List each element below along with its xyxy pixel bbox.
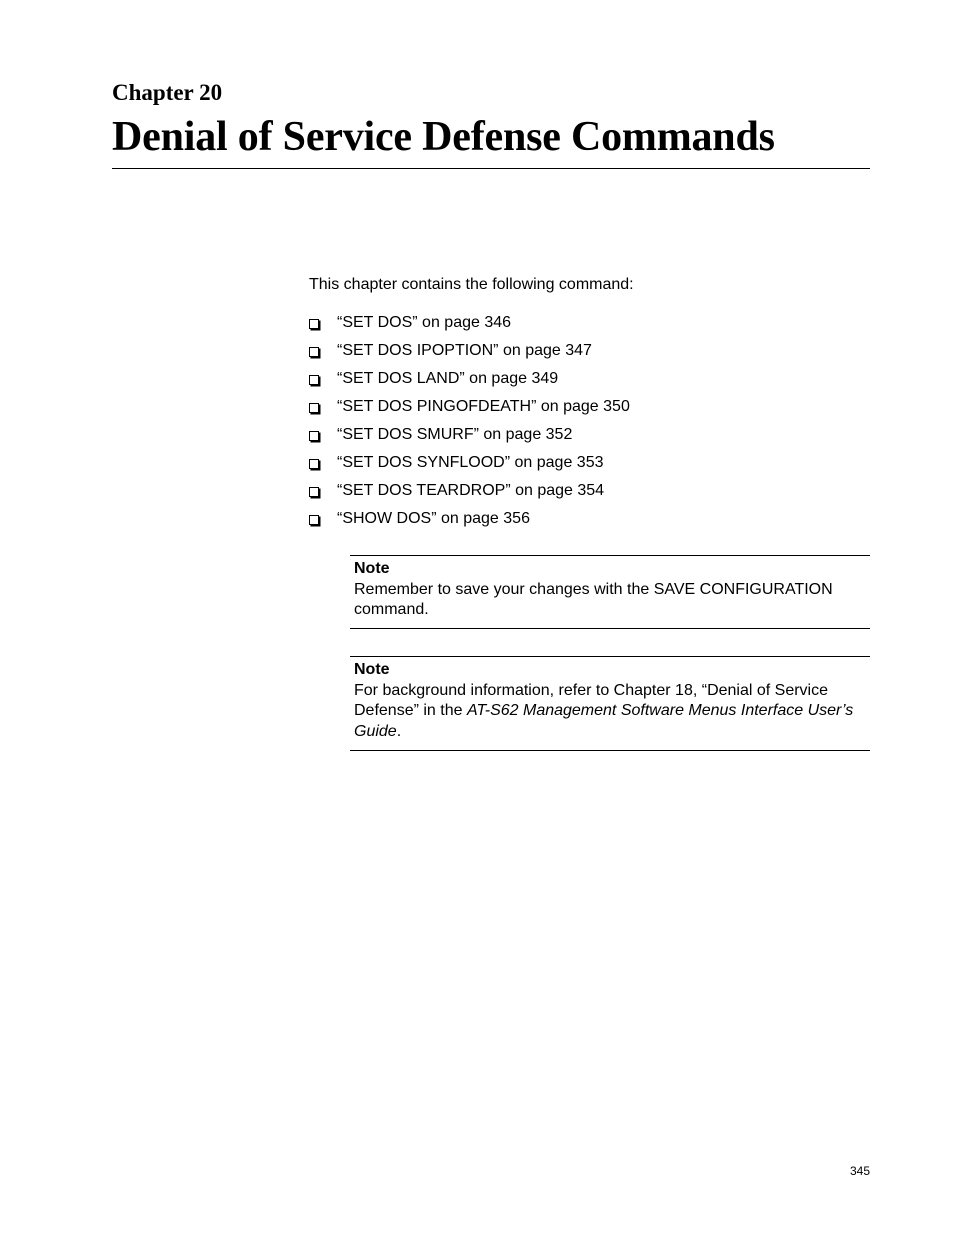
checkbox-bullet-icon <box>309 375 319 385</box>
intro-paragraph: This chapter contains the following command: <box>309 276 634 293</box>
title-divider <box>112 168 870 169</box>
note-save-configuration <box>350 555 870 629</box>
note-text: For background information, refer to Chapter 18, “Denial of Service Defense” in the <box>354 681 829 719</box>
note-text-end: . <box>396 722 402 740</box>
checkbox-bullet-icon <box>309 319 319 329</box>
note-background-information <box>350 656 870 751</box>
command-link[interactable]: “SET DOS LAND” on page 349 <box>337 370 559 387</box>
page-number: 345 <box>850 1164 871 1178</box>
checkbox-bullet-icon <box>309 487 319 497</box>
command-link[interactable]: “SET DOS PINGOFDEATH” on page 350 <box>337 398 630 415</box>
command-link[interactable]: “SHOW DOS” on page 356 <box>337 510 530 527</box>
checkbox-bullet-icon <box>309 459 319 469</box>
checkbox-bullet-icon <box>309 515 319 525</box>
chapter-label: Chapter 20 <box>112 80 223 105</box>
checkbox-bullet-icon <box>309 403 319 413</box>
command-link[interactable]: “SET DOS SYNFLOOD” on page 353 <box>337 454 604 471</box>
checkbox-bullet-icon <box>309 347 319 357</box>
note-text: Remember to save your changes with the SAVE CONFIGURATION command. <box>354 580 833 618</box>
guide-title: AT-S62 Management Software Menus Interface User’s Guide <box>354 702 854 740</box>
note-heading: Note <box>354 560 390 577</box>
command-link[interactable]: “SET DOS TEARDROP” on page 354 <box>337 482 605 499</box>
command-link[interactable]: “SET DOS SMURF” on page 352 <box>337 426 573 443</box>
command-link[interactable]: “SET DOS” on page 346 <box>337 314 512 331</box>
chapter-title: Denial of Service Defense Commands <box>112 114 775 160</box>
command-link[interactable]: “SET DOS IPOPTION” on page 347 <box>337 342 592 359</box>
note-heading: Note <box>354 661 390 678</box>
checkbox-bullet-icon <box>309 431 319 441</box>
